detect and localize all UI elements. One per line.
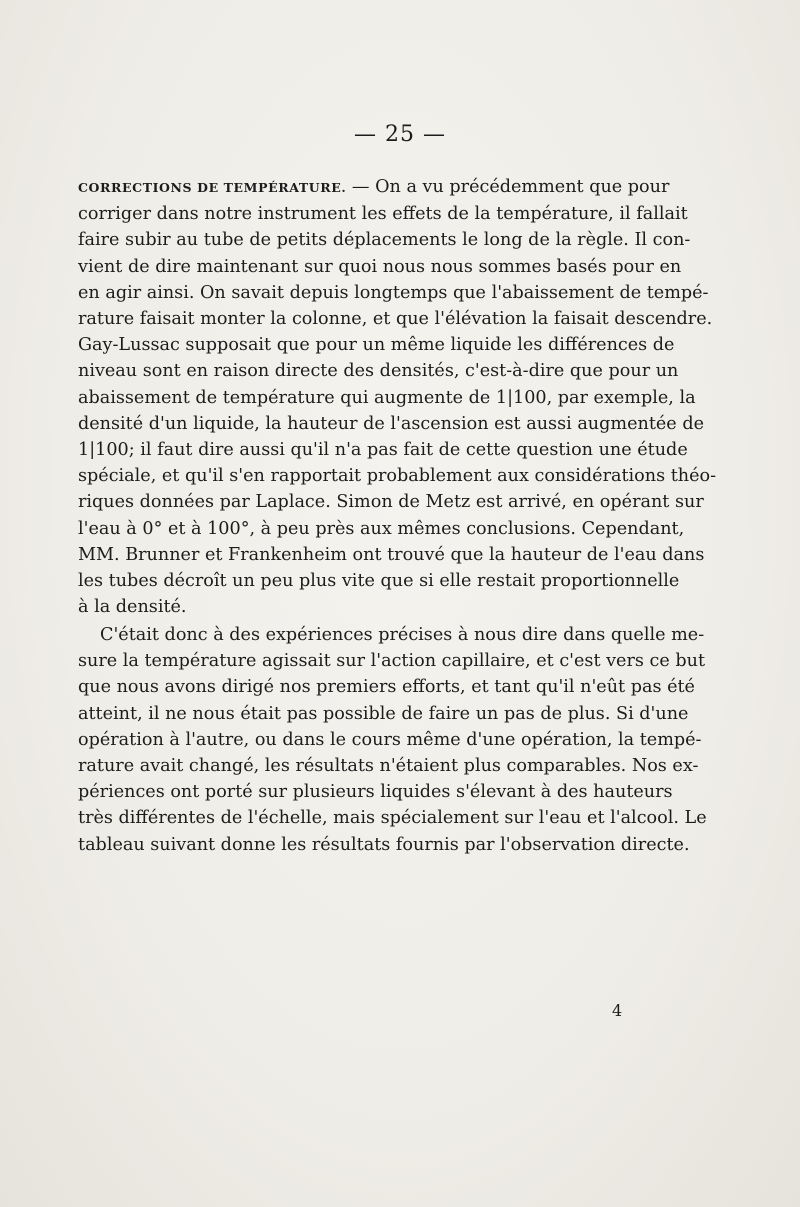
paragraph-line: les tubes décroît un peu plus vite que si elle restait proportionnelle — [78, 571, 680, 592]
paragraph-experiments — [78, 622, 707, 858]
paragraph-line: périences ont porté sur plusieurs liquides s'élevant à des hauteurs — [78, 782, 673, 803]
paragraph-line: C'était donc à des expériences précises à nous dire dans quelle me- — [100, 625, 705, 645]
paragraph-line: sure la température agissait sur l'action capillaire, et c'est vers ce but — [78, 651, 706, 672]
paragraph-line: à la densité. — [78, 597, 187, 618]
paragraph-line: MM. Brunner et Frankenheim ont trouvé que la hauteur de l'eau dans — [78, 544, 705, 565]
signature-mark: 4 — [612, 1001, 623, 1020]
paragraph-temperature-corrections — [78, 174, 717, 620]
paragraph-line: corriger dans notre instrument les effets de la température, il fallait — [78, 204, 688, 225]
paragraph-line: rature faisait monter la colonne, et que l'élévation la faisait descendre. — [78, 309, 713, 330]
paragraph-line: très différentes de l'échelle, mais spécialement sur l'eau et l'alcool. Le — [78, 808, 707, 829]
paragraph-line: Gay-Lussac supposait que pour un même liquide les différences de — [78, 335, 675, 356]
paragraph-line: densité d'un liquide, la hauteur de l'ascension est aussi augmentée de — [78, 413, 704, 434]
paragraph-line: faire subir au tube de petits déplacements le long de la règle. Il con- — [78, 230, 691, 251]
paragraph-line: niveau sont en raison directe des densités, c'est-à-dire que pour un — [78, 361, 679, 382]
paragraph-line: riques données par Laplace. Simon de Metz est arrivé, en opérant sur — [78, 492, 704, 513]
paragraph-line: l'eau à 0° et à 100°, à peu près aux mêmes conclusions. Cependant, — [78, 518, 685, 539]
paragraph-line: tableau suivant donne les résultats fournis par l'observation directe. — [78, 834, 690, 855]
paragraph-line: abaissement de température qui augmente de 1|100, par exemple, la — [78, 387, 696, 408]
page-number: — 25 — — [354, 122, 446, 147]
paragraph-line: vient de dire maintenant sur quoi nous nous sommes basés pour en — [78, 256, 682, 277]
paragraph-line: que nous avons dirigé nos premiers efforts, et tant qu'il n'eût pas été — [78, 677, 695, 698]
paragraph-line: atteint, il ne nous était pas possible de faire un pas de plus. Si d'une — [78, 703, 689, 724]
paragraph-line: rature avait changé, les résultats n'étaient plus comparables. Nos ex- — [78, 756, 699, 777]
paragraph-line: opération à l'autre, ou dans le cours même d'une opération, la tempé- — [78, 729, 702, 750]
paragraph-line — [78, 174, 668, 201]
paragraph-line: 1|100; il faut dire aussi qu'il n'a pas fait de cette question une étude — [78, 440, 688, 461]
paragraph-line: spéciale, et qu'il s'en rapportait probablement aux considérations théo- — [78, 466, 717, 487]
paragraph-line-text: — On a vu précédemment que pour — [346, 177, 670, 197]
paragraph-line: en agir ainsi. On savait depuis longtemps que l'abaissement de tempé- — [78, 282, 709, 303]
section-heading: CORRECTIONS DE TEMPÉRATURE. — [78, 180, 347, 195]
